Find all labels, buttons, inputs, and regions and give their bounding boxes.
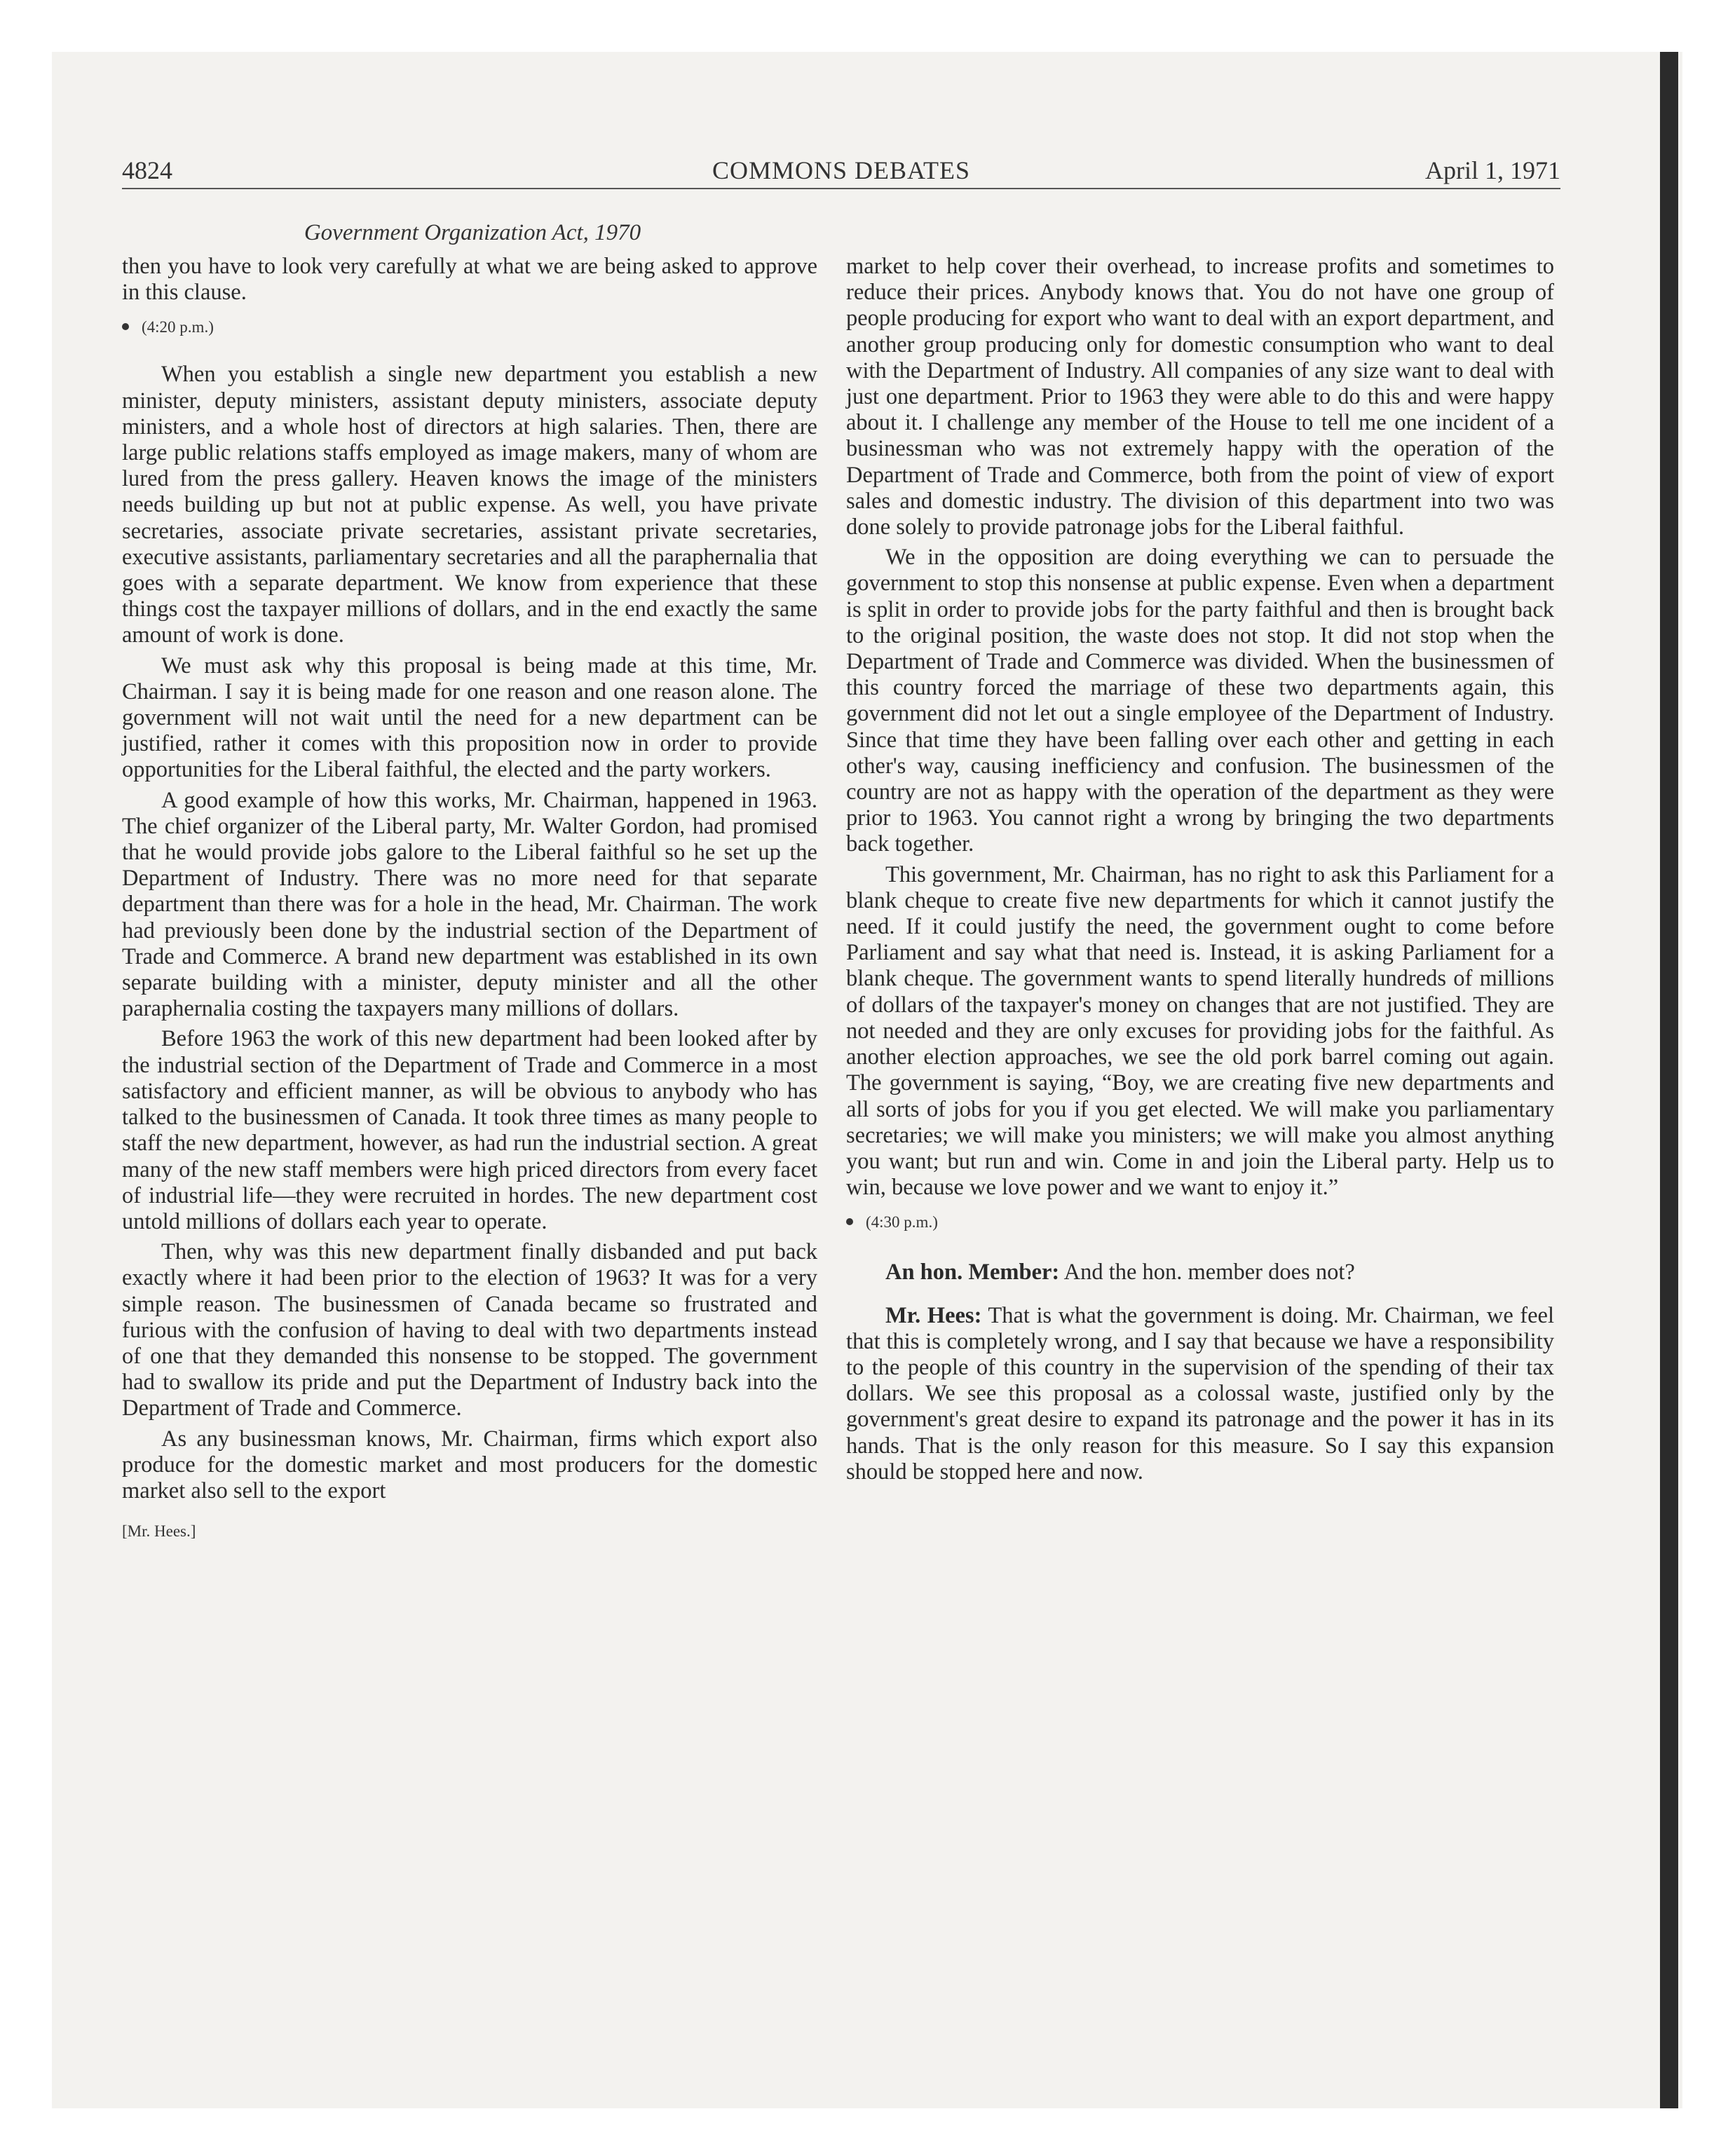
speech-text: And the hon. member does not? [1063,1260,1355,1285]
paragraph: We must ask why this proposal is being made at this time, Mr. Chairman. I say it is being made for one reason and one reason alone. The government will not wait until the need for a new department can be justified, rather it comes with this proposition now in order to provide opportunities for the Liberal faithful, the elected and the party workers. [122,653,817,783]
subject-heading: Government Organization Act, 1970 [304,220,641,245]
publication-title: COMMONS DEBATES [712,156,971,184]
page-date: April 1, 1971 [1425,156,1560,184]
paragraph: Then, why was this new department finally disbanded and put back exactly where it had been prior to the election of 1963? It was for a very simple reason. The businessmen of Canada became so frustrated and furious with the confusion of having to deal with two departments instead of one that they demanded this nonsense to be stopped. The government had to swallow its pride and put the Department of Industry back into the Department of Trade and Commerce. [122,1239,817,1421]
time-stamp [846,1212,1554,1233]
speech-text: That is what the government is doing. Mr. Chairman, we feel that this is completely wrong, and I say that because we have a responsibility to the people of this country in the supervision of the spending of their tax dollars. We see this proposal as a colossal waste, justified only by the government's great desire to expand its patronage and the power it has in its hands. That is the only reason for this measure. So I say this expansion should be stopped here and now. [846,1302,1554,1485]
paragraph: A good example of how this works, Mr. Chairman, happened in 1963. The chief organizer of the Liberal party, Mr. Walter Gordon, had promised that he would provide jobs galore to the Liberal faithful so he set up the Department of Industry. There was no more need for that separate department than there was for a hole in the head, Mr. Chairman. The work had previously been done by the industrial section of the Department of Trade and Commerce. A brand new department was established in its own separate building with a minister, deputy minister and all the other paraphernalia costing the taxpayers many millions of dollars. [122,787,817,1022]
speech-entry [846,1260,1554,1285]
bullet-dot-icon [122,323,129,330]
paragraph: We in the opposition are doing everything we can to persuade the government to stop this nonsense at public expense. Even when a department is split in order to provide jobs for the party faithful and then is brought back to the original position, the waste does not stop. It did not stop when the Department of Trade and Commerce was divided. When the businessmen of this country forced the marriage of these two departments again, this government did not let out a single employee of the Department of Industry. Since that time they have been falling over each other and getting in each other's way, causing inefficiency and confusion. The businessmen of the country are not as happy with the operation of the department as they were prior to 1963. You cannot right a wrong by bringing the two departments back together. [846,545,1554,857]
scan-edge-bar [1660,52,1678,2108]
paragraph: then you have to look very carefully at what we are being asked to approve in this clause. [122,254,817,306]
speaker-name: Mr. Hees: [885,1302,982,1328]
speech-entry [846,1303,1554,1485]
page-header [122,156,1560,191]
header-rule [122,188,1560,189]
page-number: 4824 [122,156,172,184]
speaker-attribution: [Mr. Hees.] [122,1522,196,1541]
paragraph: When you establish a single new department you establish a new minister, deputy ministers, assistant deputy ministers, associate deputy ministers, and a whole host of directors at high salaries. Then, there are large public relations staffs employed as image makers, many of whom are lured from the press gallery. Heaven knows the image of the ministers needs building up but not at public expense. As well, you have private secretaries, associate private secretaries, assistant private secretaries, executive assistants, parliamentary secretaries and all the paraphernalia that goes with a separate department. We know from experience that these things cost the taxpayer millions of dollars, and in the end exactly the same amount of work is done. [122,362,817,648]
paragraph: This government, Mr. Chairman, has no right to ask this Parliament for a blank cheque to create five new departments for which it cannot justify the need. If it could justify the need, the government ought to come before Parliament and say what that need is. Instead, it is asking Parliament for a blank cheque. The government wants to spend literally hundreds of millions of dollars of the taxpayer's money on changes that are not justified. They are not needed and they are only excuses for providing jobs for the faithful. As another election approaches, we see the old pork barrel coming out again. The government is saying, “Boy, we are creating five new departments and all sorts of jobs for you if you get elected. We will make you parliamentary secretaries; we will make you ministers; we will make you almost anything you want; but run and win. Come in and join the Liberal party. Help us to win, because we love power and we want to enjoy it.” [846,861,1554,1201]
paragraph: market to help cover their overhead, to increase profits and sometimes to reduce their prices. Anybody knows that. You do not have one group of people producing for export who want to deal with an export department, and another group producing only for domestic consumption who want to deal with the Department of Industry. All companies of any size want to deal with just one department. Prior to 1963 they were able to do this and were happy about it. I challenge any member of the House to tell me one incident of a businessman who was not extremely happy with the operation of the Department of Trade and Commerce, both from the point of view of export sales and domestic industry. The division of this department into two was done solely to provide patronage jobs for the Liberal faithful. [846,254,1554,540]
time-stamp-text: (4:30 p.m.) [866,1213,938,1231]
time-stamp-text: (4:20 p.m.) [142,318,214,336]
right-column [846,254,1554,1485]
speaker-name: An hon. Member: [885,1260,1060,1285]
paragraph: As any businessman knows, Mr. Chairman, firms which export also produce for the domestic market and most producers for the domestic market also sell to the export [122,1426,817,1503]
bullet-dot-icon [846,1218,853,1225]
paragraph: Before 1963 the work of this new department had been looked after by the industrial section of the Department of Trade and Commerce in a most satisfactory and efficient manner, as will be obvious to anybody who has talked to the businessmen of Canada. It took three times as many people to staff the new department, however, as had run the industrial section. A great many of the new staff members were high priced directors from every facet of industrial life—they were recruited in hordes. The new department cost untold millions of dollars each year to operate. [122,1026,817,1234]
left-column [122,254,817,1542]
time-stamp [122,317,817,338]
